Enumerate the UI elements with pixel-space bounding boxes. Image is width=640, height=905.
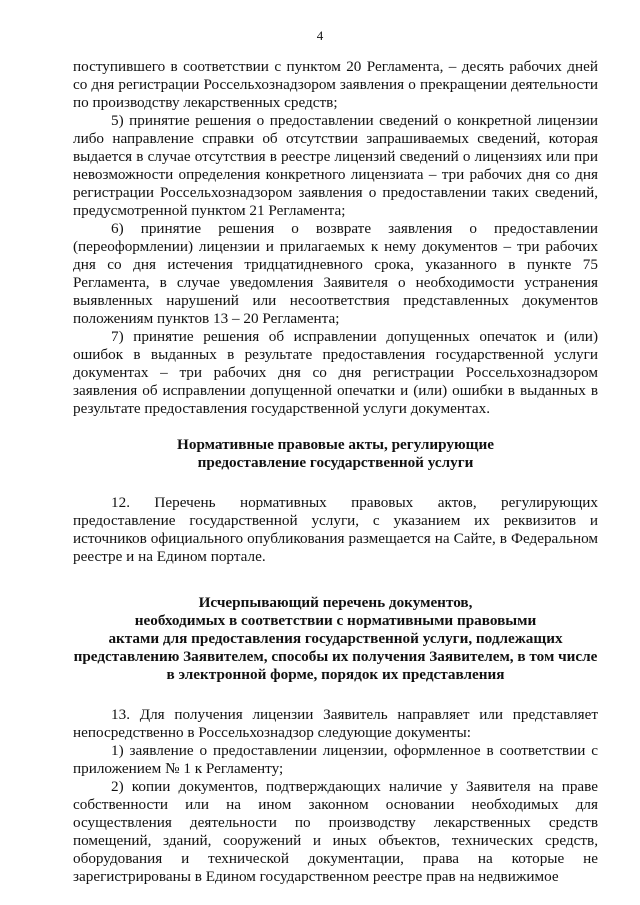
paragraph-12: 12. Перечень нормативных правовых актов, регулирующих предоставление государственной услуги, с указанием их реквизитов и источников официального опубликования размещается на Сайте, в Федеральном реестре и на Едином портале. [73,494,598,565]
paragraph-item-6: 6) принятие решения о возврате заявления о предоставлении (переоформлении) лицензии и прилагаемых к нему документов – три рабочих дня со дня истечения тридцатидневного срока, указанного в пункте 75 Регламента, в случае уведомления Заявителя о необходимости устранения выявленных нарушений или несоответствия представленных документов положениям пунктов 13 – 20 Регламента; [73,220,598,327]
paragraph-continuation: поступившего в соответствии с пунктом 20 Регламента, – десять рабочих дней со дня регистрации Россельхознадзором заявления о прекращении деятельности по производству лекарственных средств; [73,58,598,111]
paragraph-13-item-1: 1) заявление о предоставлении лицензии, оформленное в соответствии с приложением № 1 к Регламенту; [73,742,598,777]
heading-line: представлению Заявителем, способы их получения Заявителем, в том числе [73,648,598,665]
paragraph-item-7: 7) принятие решения об исправлении допущенных опечаток и (или) ошибок в выданных в результате предоставления государственной услуги документах – три рабочих дня со дня регистрации Россельхознадзором заявления об исправлении допущенной опечатки и (или) ошибки в выданных в результате предоставления государственной услуги документах. [73,328,598,417]
heading-line: Нормативные правовые акты, регулирующие [177,436,494,453]
heading-line: в электронной форме, порядок их представления [166,666,505,683]
section-heading-documents-list [73,594,598,684]
section-heading-normative-acts [73,436,598,472]
heading-line: предоставление государственной услуги [197,454,474,471]
paragraph-13: 13. Для получения лицензии Заявитель направляет или представляет непосредственно в Россельхознадзор следующие документы: [73,706,598,741]
document-body [73,58,598,886]
paragraph-item-5: 5) принятие решения о предоставлении сведений о конкретной лицензии либо направление справки об отсутствии запрашиваемых сведений, которая выдается в случае отсутствия в реестре лицензий сведений о лицензиях или при невозможности определения конкретного лицензиата – три рабочих дня со дня регистрации Россельхознадзором заявления о предоставлении таких сведений, предусмотренной пунктом 21 Регламента; [73,112,598,219]
paragraph-13-item-2: 2) копии документов, подтверждающих наличие у Заявителя на праве собственности или на ином законном основании необходимых для осуществления деятельности по производству лекарственных средств помещений, зданий, сооружений и иных объектов, технических средств, оборудования и технической документации, права на которые не зарегистрированы в Едином государственном реестре прав на недвижимое [73,778,598,885]
page-number: 4 [316,28,324,43]
heading-line: необходимых в соответствии с нормативными правовыми [134,612,537,629]
heading-line: Исчерпывающий перечень документов, [198,594,473,611]
heading-line: актами для предоставления государственной услуги, подлежащих [108,630,563,647]
